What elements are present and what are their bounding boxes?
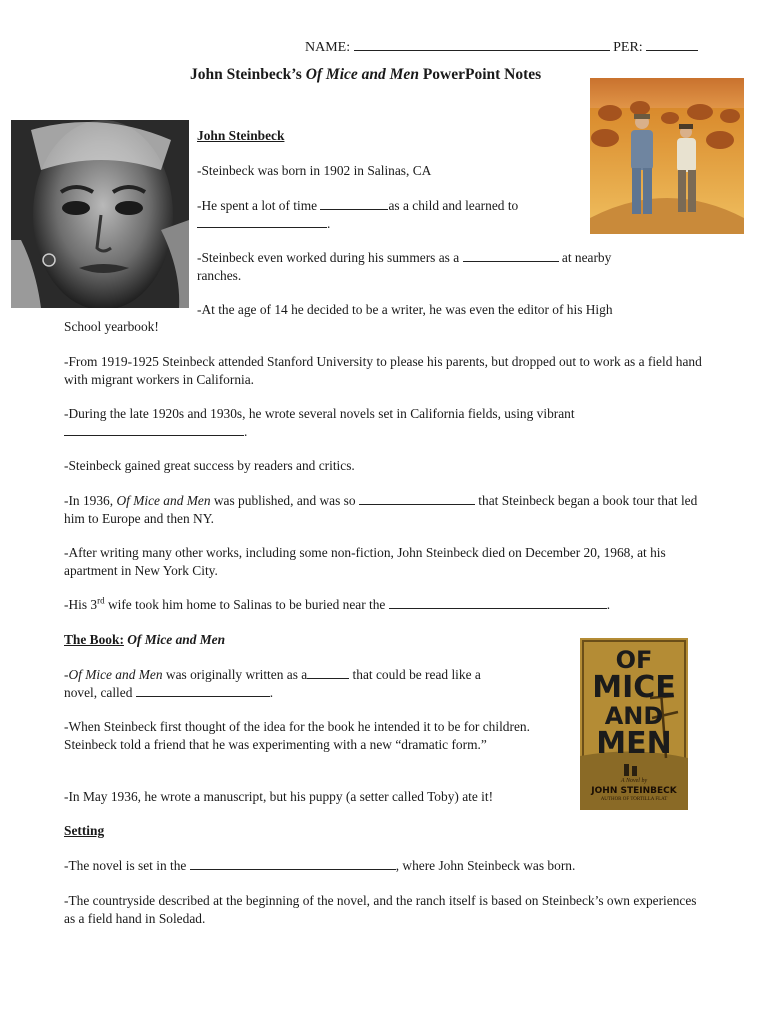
name-per-line — [305, 38, 698, 57]
note-buried-a: -His 3 — [64, 597, 98, 612]
note-originally-b: that could be read like a — [349, 667, 481, 682]
title-suffix: PowerPoint Notes — [418, 66, 542, 83]
section-heading-john-steinbeck: John Steinbeck — [197, 128, 285, 143]
note-novels-b: . — [244, 423, 248, 439]
note-originally-title: -Of Mice and Men — [64, 667, 163, 682]
note-puppy: -In May 1936, he wrote a manuscript, but his puppy (a setter called Toby) ate it! — [64, 789, 494, 804]
title-italic: Of Mice and Men — [305, 66, 419, 83]
blank-childhood-2[interactable] — [197, 215, 327, 228]
note-buried-sup: rd — [97, 595, 105, 606]
note-death: -After writing many other works, including some non-fiction, John Steinbeck died on December 20, 1968, at his apartment in New York City. — [64, 545, 666, 578]
note-published — [64, 492, 704, 527]
note-buried-b: wife took him home to Salinas to be buried near the — [104, 597, 389, 612]
note-summers-a: -Steinbeck even worked during his summers as a — [197, 250, 463, 265]
note-set-in — [64, 857, 704, 875]
section-heading-setting: Setting — [64, 823, 105, 838]
note-age14: -At the age of 14 he decided to be a writer, he was even the editor of his High — [197, 302, 613, 317]
note-success: -Steinbeck gained great success by readers and critics. — [64, 458, 355, 473]
per-blank[interactable] — [646, 38, 698, 51]
note-childhood — [197, 197, 587, 232]
title-prefix: John Steinbeck’s — [190, 66, 306, 83]
note-summers — [197, 249, 677, 284]
cover-small: A Novel by — [620, 778, 648, 784]
cover-credit: AUTHOR OF TORTILLA FLAT — [600, 797, 668, 802]
cover-word-of: OF — [615, 646, 653, 674]
note-buried — [64, 596, 704, 614]
note-published-a: -In 1936, — [64, 493, 117, 508]
note-summers-c: ranches. — [197, 267, 242, 283]
blank-buried[interactable] — [389, 596, 607, 609]
note-countryside: -The countryside described at the beginning of the novel, and the ranch itself is based on Steinbeck’s own experiences as a field hand in Soledad. — [64, 893, 697, 926]
note-originally — [64, 666, 554, 701]
note-childhood-a: -He spent a lot of time — [197, 198, 321, 213]
note-originally-d: . — [269, 684, 274, 700]
note-summers-b: at nearby — [558, 250, 612, 265]
blank-childhood-1[interactable] — [320, 197, 388, 210]
note-set-in-a: -The novel is set in the — [64, 858, 190, 873]
book-heading-title: Of Mice and Men — [123, 632, 226, 647]
note-stanford: -From 1919-1925 Steinbeck attended Stanford University to please his parents, but dropped out to work as a field hand with migrant workers in California. — [64, 354, 702, 387]
note-published-c: that Steinbeck began a book tour that led him to Europe and then NY. — [64, 493, 698, 526]
note-buried-c: . — [606, 597, 611, 612]
name-label: NAME: — [305, 40, 351, 55]
note-originally-a: was originally written as a — [162, 667, 308, 682]
cover-word-and: AND — [604, 702, 664, 730]
note-born: -Steinbeck was born in 1902 in Salinas, CA — [197, 163, 432, 178]
blank-published[interactable] — [359, 492, 475, 505]
note-originally-c: novel, called — [64, 684, 136, 700]
blank-originally-2[interactable] — [136, 684, 270, 697]
note-childhood-b: as a child and learned to — [388, 198, 519, 213]
blank-novels[interactable] — [64, 423, 244, 436]
per-label: PER: — [613, 40, 643, 55]
blank-originally-1[interactable] — [307, 666, 349, 679]
note-children: -When Steinbeck first thought of the idea for the book he intended it to be for children. Steinbeck told a friend that he was experimenting with a new “dramatic form.” — [64, 719, 530, 752]
cover-author: JOHN STEINBECK — [591, 786, 677, 796]
note-age14-cont: School yearbook! — [64, 319, 159, 334]
note-published-b: was published, and was so — [210, 493, 359, 508]
book-heading-label: The Book: — [64, 632, 124, 647]
steinbeck-portrait-image — [11, 120, 189, 308]
note-childhood-c: . — [327, 215, 331, 231]
blank-set-in[interactable] — [190, 857, 396, 870]
book-cover-image — [580, 638, 688, 810]
blank-summers[interactable] — [463, 249, 559, 262]
note-novels-a: -During the late 1920s and 1930s, he wrote several novels set in California fields, using vibrant — [64, 406, 575, 421]
note-set-in-b: , where John Steinbeck was born. — [395, 858, 576, 873]
note-novels — [64, 405, 704, 440]
field-photo-image — [590, 78, 744, 234]
cover-word-mice: MICE — [592, 670, 676, 705]
note-published-title: Of Mice and Men — [116, 493, 211, 508]
cover-word-men: MEN — [596, 726, 672, 761]
name-blank[interactable] — [354, 38, 610, 51]
